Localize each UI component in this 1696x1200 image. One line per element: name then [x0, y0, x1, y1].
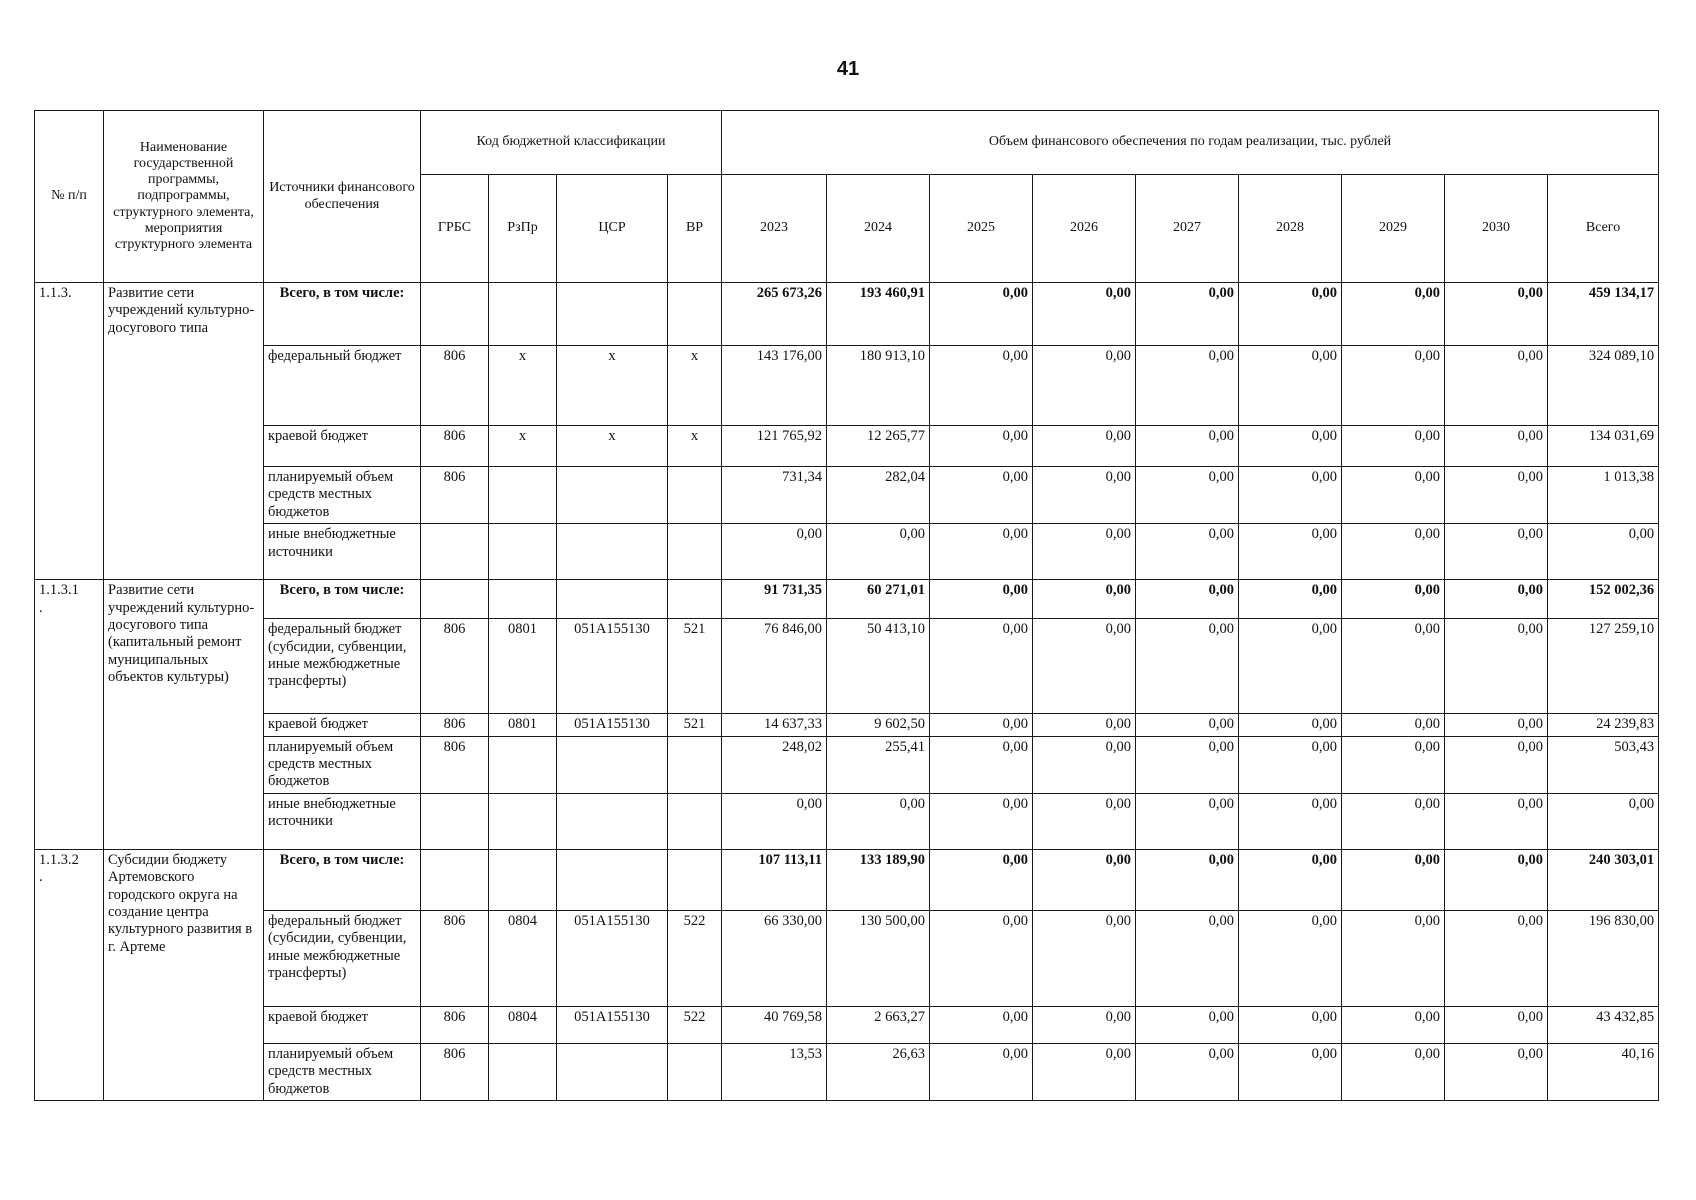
total-value: 0,00 [1548, 793, 1659, 849]
grbs-code: 806 [421, 1006, 489, 1043]
year-value: 0,00 [1033, 910, 1136, 1006]
total-value: 459 134,17 [1548, 283, 1659, 346]
year-value: 0,00 [1239, 426, 1342, 467]
total-value: 1 013,38 [1548, 467, 1659, 524]
grbs-code: 806 [421, 467, 489, 524]
year-value: 76 846,00 [722, 619, 827, 714]
year-value: 0,00 [722, 524, 827, 580]
table-row [35, 426, 1659, 467]
csr-code [557, 849, 668, 910]
year-value: 0,00 [1239, 580, 1342, 619]
page-number: 41 [836, 58, 860, 80]
year-value: 0,00 [1445, 910, 1548, 1006]
table-row [35, 849, 1659, 910]
year-value: 0,00 [1445, 580, 1548, 619]
year-value: 248,02 [722, 736, 827, 793]
rzpr-code [489, 793, 557, 849]
funding-source: Всего, в том числе: [264, 283, 421, 346]
funding-source: федеральный бюджет (субсидии, субвенции, иные межбюджетные трансферты) [264, 910, 421, 1006]
year-value: 0,00 [1445, 426, 1548, 467]
total-value: 24 239,83 [1548, 714, 1659, 736]
year-value: 0,00 [1445, 283, 1548, 346]
year-value: 0,00 [1033, 849, 1136, 910]
funding-source: планируемый объем средств местных бюджетов [264, 736, 421, 793]
year-value: 0,00 [1239, 714, 1342, 736]
header-grbs: ГРБС [421, 175, 489, 283]
year-value: 0,00 [1445, 714, 1548, 736]
year-value: 0,00 [1136, 714, 1239, 736]
header-year: 2024 [827, 175, 930, 283]
rzpr-code: x [489, 426, 557, 467]
year-value: 0,00 [1136, 346, 1239, 426]
year-value: 0,00 [1136, 283, 1239, 346]
grbs-code: 806 [421, 910, 489, 1006]
year-value: 0,00 [1033, 283, 1136, 346]
funding-source: краевой бюджет [264, 714, 421, 736]
table-header [35, 111, 1659, 283]
year-value: 14 637,33 [722, 714, 827, 736]
grbs-code [421, 283, 489, 346]
header-year: 2027 [1136, 175, 1239, 283]
grbs-code [421, 524, 489, 580]
grbs-code [421, 793, 489, 849]
header-rzpr: РзПр [489, 175, 557, 283]
funding-source: Всего, в том числе: [264, 580, 421, 619]
year-value: 0,00 [1033, 793, 1136, 849]
year-value: 0,00 [1239, 346, 1342, 426]
csr-code [557, 1043, 668, 1100]
vr-code: 522 [668, 910, 722, 1006]
year-value: 0,00 [1033, 426, 1136, 467]
year-value: 0,00 [1342, 849, 1445, 910]
year-value: 0,00 [1239, 793, 1342, 849]
vr-code [668, 467, 722, 524]
item-number: 1.1.3. [35, 283, 104, 580]
grbs-code: 806 [421, 426, 489, 467]
year-value: 0,00 [930, 1006, 1033, 1043]
csr-code [557, 736, 668, 793]
csr-code: 051A155130 [557, 714, 668, 736]
year-value: 0,00 [1342, 714, 1445, 736]
funding-source: иные внебюджетные источники [264, 793, 421, 849]
year-value: 50 413,10 [827, 619, 930, 714]
total-value: 196 830,00 [1548, 910, 1659, 1006]
funding-source: иные внебюджетные источники [264, 524, 421, 580]
header-sources: Источники финансового обеспечения [264, 111, 421, 283]
year-value: 0,00 [1136, 619, 1239, 714]
table-row [35, 910, 1659, 1006]
table-row [35, 283, 1659, 346]
table-row [35, 714, 1659, 736]
year-value: 0,00 [1033, 524, 1136, 580]
year-value: 180 913,10 [827, 346, 930, 426]
header-name: Наименование государственной программы, подпрограммы, структурного элемента, мероприятия структурного элемента [104, 111, 264, 283]
item-number: 1.1.3.2 . [35, 849, 104, 1100]
year-value: 0,00 [1239, 1043, 1342, 1100]
year-value: 0,00 [1342, 1006, 1445, 1043]
year-value: 121 765,92 [722, 426, 827, 467]
year-value: 0,00 [722, 793, 827, 849]
budget-table [34, 110, 1659, 1101]
year-value: 0,00 [1239, 619, 1342, 714]
year-value: 13,53 [722, 1043, 827, 1100]
table-row [35, 619, 1659, 714]
year-value: 0,00 [930, 283, 1033, 346]
year-value: 26,63 [827, 1043, 930, 1100]
year-value: 0,00 [1239, 524, 1342, 580]
year-value: 0,00 [1136, 467, 1239, 524]
year-value: 0,00 [1239, 736, 1342, 793]
funding-source: Всего, в том числе: [264, 849, 421, 910]
year-value: 0,00 [1136, 793, 1239, 849]
year-value: 0,00 [1033, 714, 1136, 736]
header-year: 2026 [1033, 175, 1136, 283]
table-row [35, 524, 1659, 580]
year-value: 0,00 [1033, 736, 1136, 793]
rzpr-code [489, 580, 557, 619]
vr-code [668, 580, 722, 619]
year-value: 0,00 [1342, 346, 1445, 426]
rzpr-code [489, 1043, 557, 1100]
csr-code [557, 580, 668, 619]
year-value: 0,00 [1342, 524, 1445, 580]
rzpr-code [489, 736, 557, 793]
csr-code: 051A155130 [557, 910, 668, 1006]
year-value: 193 460,91 [827, 283, 930, 346]
year-value: 0,00 [1239, 1006, 1342, 1043]
rzpr-code [489, 524, 557, 580]
vr-code [668, 793, 722, 849]
year-value: 0,00 [1136, 580, 1239, 619]
year-value: 0,00 [930, 910, 1033, 1006]
year-value: 0,00 [1342, 426, 1445, 467]
funding-source: федеральный бюджет (субсидии, субвенции, иные межбюджетные трансферты) [264, 619, 421, 714]
table-row [35, 1043, 1659, 1100]
year-value: 731,34 [722, 467, 827, 524]
year-value: 12 265,77 [827, 426, 930, 467]
year-value: 0,00 [1033, 619, 1136, 714]
year-value: 133 189,90 [827, 849, 930, 910]
year-value: 255,41 [827, 736, 930, 793]
year-value: 143 176,00 [722, 346, 827, 426]
csr-code: 051A155130 [557, 1006, 668, 1043]
year-value: 282,04 [827, 467, 930, 524]
year-value: 0,00 [1445, 524, 1548, 580]
table-row [35, 736, 1659, 793]
year-value: 0,00 [930, 619, 1033, 714]
csr-code [557, 283, 668, 346]
grbs-code: 806 [421, 1043, 489, 1100]
funding-source: краевой бюджет [264, 426, 421, 467]
vr-code [668, 849, 722, 910]
year-value: 0,00 [1136, 524, 1239, 580]
year-value: 0,00 [1342, 580, 1445, 619]
year-value: 0,00 [1342, 910, 1445, 1006]
item-name: Развитие сети учреждений культурно-досугового типа (капитальный ремонт муниципальных объектов культуры) [104, 580, 264, 850]
year-value: 0,00 [1445, 793, 1548, 849]
grbs-code: 806 [421, 714, 489, 736]
year-value: 0,00 [827, 793, 930, 849]
rzpr-code: x [489, 346, 557, 426]
year-value: 0,00 [1136, 1043, 1239, 1100]
year-value: 66 330,00 [722, 910, 827, 1006]
year-value: 0,00 [1342, 467, 1445, 524]
year-value: 0,00 [827, 524, 930, 580]
year-value: 0,00 [1239, 849, 1342, 910]
year-value: 2 663,27 [827, 1006, 930, 1043]
csr-code: x [557, 426, 668, 467]
vr-code [668, 524, 722, 580]
rzpr-code: 0804 [489, 1006, 557, 1043]
rzpr-code [489, 467, 557, 524]
year-value: 0,00 [1445, 346, 1548, 426]
year-value: 0,00 [930, 580, 1033, 619]
vr-code: 522 [668, 1006, 722, 1043]
funding-source: федеральный бюджет [264, 346, 421, 426]
vr-code: x [668, 426, 722, 467]
year-value: 0,00 [1342, 736, 1445, 793]
header-total: Всего [1548, 175, 1659, 283]
item-name: Развитие сети учреждений культурно-досугового типа [104, 283, 264, 580]
year-value: 130 500,00 [827, 910, 930, 1006]
year-value: 0,00 [1445, 619, 1548, 714]
header-vr: ВР [668, 175, 722, 283]
total-value: 127 259,10 [1548, 619, 1659, 714]
year-value: 0,00 [1445, 849, 1548, 910]
grbs-code [421, 849, 489, 910]
table-row [35, 793, 1659, 849]
year-value: 40 769,58 [722, 1006, 827, 1043]
year-value: 265 673,26 [722, 283, 827, 346]
header-year: 2030 [1445, 175, 1548, 283]
year-value: 0,00 [1239, 910, 1342, 1006]
funding-source: краевой бюджет [264, 1006, 421, 1043]
header-num: № п/п [35, 111, 104, 283]
rzpr-code: 0801 [489, 714, 557, 736]
year-value: 0,00 [1342, 619, 1445, 714]
year-value: 0,00 [930, 524, 1033, 580]
year-value: 0,00 [1342, 1043, 1445, 1100]
csr-code: x [557, 346, 668, 426]
year-value: 0,00 [1136, 849, 1239, 910]
header-year: 2028 [1239, 175, 1342, 283]
grbs-code: 806 [421, 736, 489, 793]
table-row [35, 1006, 1659, 1043]
year-value: 0,00 [1342, 793, 1445, 849]
year-value: 0,00 [1136, 426, 1239, 467]
year-value: 0,00 [1033, 580, 1136, 619]
vr-code [668, 283, 722, 346]
csr-code [557, 524, 668, 580]
grbs-code: 806 [421, 619, 489, 714]
year-value: 0,00 [1239, 283, 1342, 346]
year-value: 0,00 [930, 714, 1033, 736]
year-value: 0,00 [1342, 283, 1445, 346]
total-value: 0,00 [1548, 524, 1659, 580]
total-value: 43 432,85 [1548, 1006, 1659, 1043]
table-row [35, 580, 1659, 619]
table-row [35, 346, 1659, 426]
year-value: 0,00 [930, 467, 1033, 524]
table-body [35, 283, 1659, 1101]
vr-code [668, 736, 722, 793]
year-value: 91 731,35 [722, 580, 827, 619]
year-value: 60 271,01 [827, 580, 930, 619]
header-year: 2029 [1342, 175, 1445, 283]
year-value: 9 602,50 [827, 714, 930, 736]
rzpr-code: 0801 [489, 619, 557, 714]
year-value: 0,00 [930, 426, 1033, 467]
header-volume: Объем финансового обеспечения по годам реализации, тыс. рублей [722, 111, 1659, 175]
item-name: Субсидии бюджету Артемовского городского округа на создание центра культурного развития в г. Артеме [104, 849, 264, 1100]
year-value: 0,00 [930, 1043, 1033, 1100]
vr-code: 521 [668, 619, 722, 714]
csr-code: 051A155130 [557, 619, 668, 714]
grbs-code: 806 [421, 346, 489, 426]
year-value: 0,00 [1445, 1043, 1548, 1100]
vr-code [668, 1043, 722, 1100]
year-value: 0,00 [1445, 1006, 1548, 1043]
year-value: 0,00 [930, 793, 1033, 849]
year-value: 0,00 [1445, 736, 1548, 793]
table-row [35, 467, 1659, 524]
funding-source: планируемый объем средств местных бюджетов [264, 1043, 421, 1100]
total-value: 240 303,01 [1548, 849, 1659, 910]
year-value: 0,00 [1033, 1006, 1136, 1043]
rzpr-code [489, 849, 557, 910]
year-value: 0,00 [930, 346, 1033, 426]
year-value: 0,00 [930, 849, 1033, 910]
header-year: 2025 [930, 175, 1033, 283]
vr-code: 521 [668, 714, 722, 736]
rzpr-code: 0804 [489, 910, 557, 1006]
year-value: 0,00 [1136, 1006, 1239, 1043]
year-value: 0,00 [1136, 910, 1239, 1006]
year-value: 0,00 [930, 736, 1033, 793]
csr-code [557, 793, 668, 849]
total-value: 134 031,69 [1548, 426, 1659, 467]
rzpr-code [489, 283, 557, 346]
csr-code [557, 467, 668, 524]
year-value: 0,00 [1033, 1043, 1136, 1100]
year-value: 0,00 [1239, 467, 1342, 524]
header-year: 2023 [722, 175, 827, 283]
header-csr: ЦСР [557, 175, 668, 283]
item-number: 1.1.3.1 . [35, 580, 104, 850]
header-kbk: Код бюджетной классификации [421, 111, 722, 175]
total-value: 152 002,36 [1548, 580, 1659, 619]
vr-code: x [668, 346, 722, 426]
year-value: 0,00 [1033, 346, 1136, 426]
funding-source: планируемый объем средств местных бюджетов [264, 467, 421, 524]
year-value: 0,00 [1445, 467, 1548, 524]
total-value: 324 089,10 [1548, 346, 1659, 426]
total-value: 40,16 [1548, 1043, 1659, 1100]
year-value: 107 113,11 [722, 849, 827, 910]
year-value: 0,00 [1033, 467, 1136, 524]
grbs-code [421, 580, 489, 619]
total-value: 503,43 [1548, 736, 1659, 793]
year-value: 0,00 [1136, 736, 1239, 793]
